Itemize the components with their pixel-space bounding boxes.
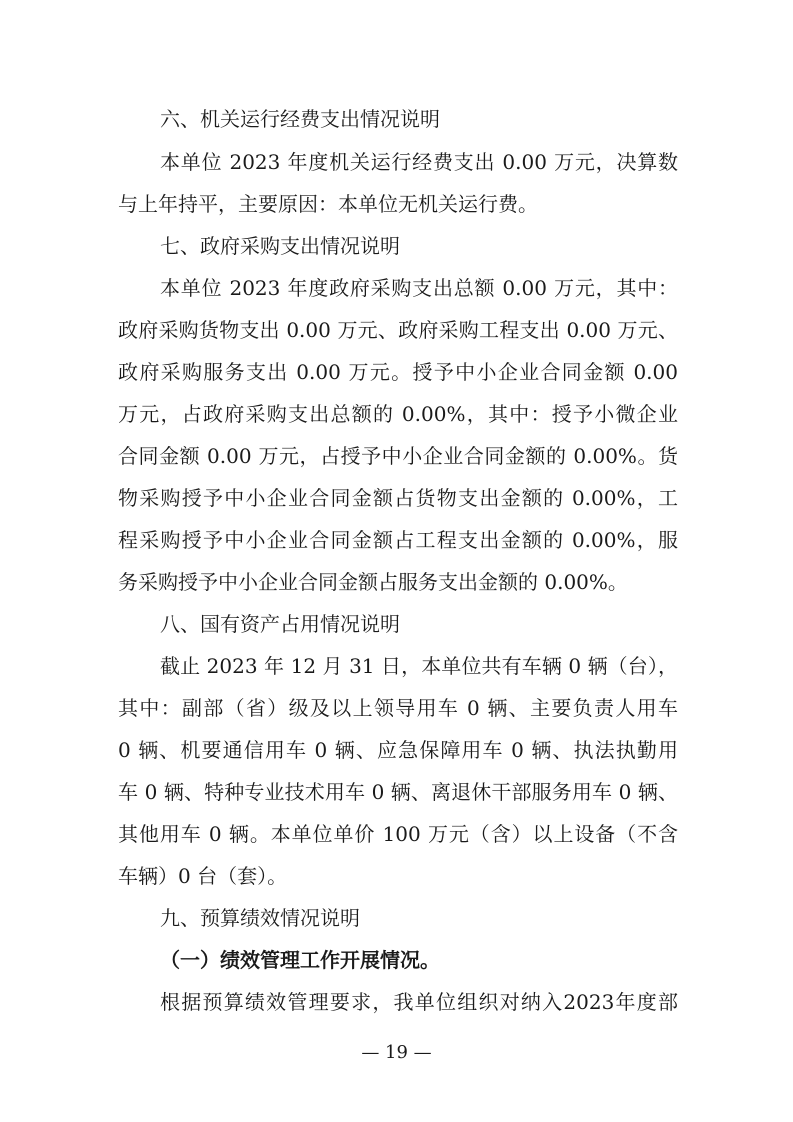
subsection-heading: （一）绩效管理工作开展情况。 (160, 948, 440, 972)
paragraph-line: 0 辆、机要通信用车 0 辆、应急保障用车 0 辆、执法执勤用 (118, 738, 678, 762)
paragraph-line: 物采购授予中小企业合同金额占货物支出金额的 0.00%，工 (118, 486, 678, 510)
paragraph-line: 车辆）0 台（套）。 (118, 864, 288, 888)
paragraph-line: 本单位 2023 年度政府采购支出总额 0.00 万元，其中： (160, 276, 678, 300)
paragraph-line: 程采购授予中小企业合同金额占工程支出金额的 0.00%，服 (118, 528, 678, 552)
paragraph-line: 政府采购货物支出 0.00 万元、政府采购工程支出 0.00 万元、 (118, 318, 678, 342)
paragraph-line: 根据预算绩效管理要求，我单位组织对纳入2023年度部 (160, 990, 678, 1014)
paragraph-line: 车 0 辆、特种专业技术用车 0 辆、离退休干部服务用车 0 辆、 (118, 780, 678, 804)
section-heading-7: 七、政府采购支出情况说明 (160, 234, 400, 258)
section-heading-6: 六、机关运行经费支出情况说明 (160, 107, 440, 131)
paragraph-line: 与上年持平，主要原因：本单位无机关运行费。 (118, 192, 538, 216)
paragraph-line: 其中：副部（省）级及以上领导用车 0 辆、主要负责人用车 (118, 696, 678, 720)
paragraph-line: 其他用车 0 辆。本单位单价 100 万元（含）以上设备（不含 (118, 822, 678, 846)
paragraph-line: 截止 2023 年 12 月 31 日，本单位共有车辆 0 辆（台）， (160, 654, 678, 678)
paragraph-line: 本单位 2023 年度机关运行经费支出 0.00 万元，决算数 (160, 150, 678, 174)
page-number: — 19 — (361, 1042, 432, 1063)
paragraph-line: 务采购授予中小企业合同金额占服务支出金额的 0.00%。 (118, 570, 628, 594)
section-heading-9: 九、预算绩效情况说明 (160, 906, 360, 930)
paragraph-line: 合同金额 0.00 万元，占授予中小企业合同金额的 0.00%。货 (118, 444, 678, 468)
paragraph-line: 政府采购服务支出 0.00 万元。授予中小企业合同金额 0.00 (118, 360, 678, 384)
section-heading-8: 八、国有资产占用情况说明 (160, 612, 400, 636)
paragraph-line: 万元，占政府采购支出总额的 0.00%，其中：授予小微企业 (118, 402, 678, 426)
